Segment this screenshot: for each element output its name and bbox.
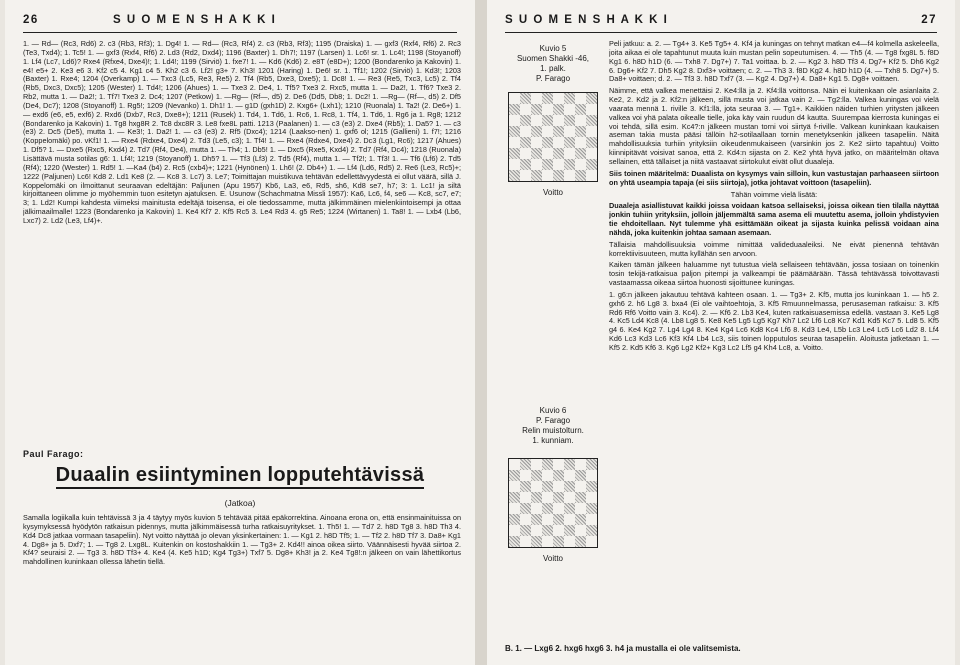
page-number: 27 <box>921 14 937 26</box>
paragraph: 1. g6:n jälkeen jakautuu tehtävä kahteen osaan. 1. — Tg3+ 2. Kf5, mutta jos kuninkaan 1. — h5 2. gxh6 2. h6 Lg8 3. bxa4 (Ei ole vaihtoehtoja, 3. Kf5 Rmuunnelmassa, perusaseman ratkaisu: 3. Kf5 Rd6 Rf6 Voitto vain 3. Kc4). 2. — Kf6 2. Lb3 Ke4, kuten ratkaisuasemissa edellä. vastaan 3. Ke5 Lg8 4. Kc5 Ld4 Kc8 (4. Lb8 Lg8 5. Ke8 Ke5 Lg5 Lg5 Kg7 Kh7 Lc2 Lf6 Lc8 Kc7 Kd1 Kd5 Kc7 5. Ld8 5. Kf5 g4 6. Ke4 Kg2 7. Lg4 Lg4 8. Ke4 Kg4 Lc6 Kd8 Kc4 Lf6 8. Kd3 Le4, L5b Lc3 Le4 Lc5 Lc6 Ld2 8. Lf4 Kd6 Lc3 Kd3 Lc6 Kf3 Kf4 Lb4 Lc3, siis toinen lopputulos seuraa tasapeliin. Aloitusta jatketaan 1. — Kf5 2. Kd5 Kf6 3. Kg6 Lg2 Kf2+ Kg3 Lc2 Lf5 g4 Kh4 Lc8, a. Voitto. <box>609 289 939 352</box>
board-square <box>509 481 520 492</box>
left-page <box>5 0 475 665</box>
board-square <box>542 514 553 525</box>
paragraph: Peli jatkuu: a. 2. — Tg4+ 3. Ke5 Tg5+ 4. Kf4 ja kuningas on tehnyt matkan e4—f4 kolmella askeleella, joita aikaa ei ole tapahtunut muuta kuin mustan pelin sopeutumisen. 4. — Th5 (4. — Tg8 fxg8L 5. f8D Kg1 6. h8D h1D (6. — Txh8 7. Dg7+) 7. Ta1 voittaa. b. 2. — Kg2 3. h8D Tf3 4. Dg7+ Kf2 5. Dh6 Kg2 6. Dg6+ Kf2 7. Dh5 Kg2 8. Dxf3+ voittaen; c. 2. — Th3 3. f8D Kg2 4. h8D h1D (4. — Txh8 5. Dg7+) 5. Da8+ voittaen; d. 2. — Tf3 3. h8D Txf7 (3. — Kg2 4. Dg7+) 4. Da8+ Kg1 5. Dg8+ voittaen. <box>609 40 939 84</box>
board-square <box>542 536 553 547</box>
board-square <box>542 170 553 181</box>
paragraph: Kaiken tämän jälkeen haluamme nyt tutustua vielä sellaiseen tehtävään, jossa tosiaan on toinenkin tosin tekijä-ratkaisua paljon pitempi ja valkeampi tie päämäärään. Tässä tehtävässä toivottavasti vastaamassa oikeaa siirtoa huonosti sijoittunee kuningas. <box>609 260 939 288</box>
figure-6-result: Voitto <box>542 554 563 563</box>
board-square <box>564 126 575 137</box>
board-square <box>553 536 564 547</box>
board-square <box>586 459 597 470</box>
board-square <box>542 148 553 159</box>
board-square <box>575 137 586 148</box>
solution-footnote: B. 1. — Lxg6 2. hxg6 hxg6 3. h4 ja mustalla ei ole valitsemista. <box>505 644 741 653</box>
board-square <box>553 137 564 148</box>
board-square <box>575 93 586 104</box>
board-square <box>553 159 564 170</box>
board-square <box>564 170 575 181</box>
board-square <box>586 115 597 126</box>
board-square <box>542 104 553 115</box>
board-square <box>531 503 542 514</box>
board-square <box>586 93 597 104</box>
board-square <box>509 514 520 525</box>
board-square <box>575 170 586 181</box>
board-square <box>520 514 531 525</box>
board-square <box>564 93 575 104</box>
board-square <box>520 492 531 503</box>
board-square <box>520 148 531 159</box>
board-square <box>509 148 520 159</box>
board-square <box>553 514 564 525</box>
board-square <box>520 137 531 148</box>
board-square <box>553 104 564 115</box>
board-square <box>575 525 586 536</box>
article-title-text: Duaalin esiintyminen lopputehtävissä <box>56 464 425 489</box>
board-square <box>531 126 542 137</box>
board-square <box>564 459 575 470</box>
board-square <box>531 470 542 481</box>
board-square <box>564 104 575 115</box>
board-square <box>542 159 553 170</box>
board-square <box>509 137 520 148</box>
article-body <box>23 514 461 662</box>
board-square <box>531 115 542 126</box>
article-author: Paul Farago: <box>23 449 84 459</box>
paragraph: Tällaisia mahdollisuuksia voimme nimittää valideduaaleiksi. Ne eivät pienennä tehtävän korrektiivisuuteen, mutta kyllähän sen arvoon. <box>609 239 939 258</box>
board-square <box>564 503 575 514</box>
board-square <box>531 492 542 503</box>
board-square <box>509 115 520 126</box>
board-square <box>531 148 542 159</box>
board-square <box>553 126 564 137</box>
figure-5-line: P. Farago <box>535 74 571 83</box>
paragraph: Näimme, että valkea menettäisi 2. Ke4:llä ja 2. Kf4:llä voittonsa. Näin ei kuitenkaan ole asianlaita 2. Ke2, 2. Kd2 ja 2. Kf2:n jälkeen, sillä musta voi jatkaa vain 2. — Tg2:lla. Valkea kuningas voi vielä vaarata mennä 1. riville 3. Kf1:llä, jota seuraa 3. — Tg1+. Kaikkien näiden turhien yritysten jälkeen valkea voi yhä palata oikealle tielle, joka käy vain ruudun d4 kautta. Suurempaa kierrosta kuningas ei voi tehdä, sillä esim. Kc4?:n jälkeen mustan torni voi siirtyä f-riville. Valkean kuninkaan kaukaisen aseman takia musta pääsi tällöin h2-sotilaallaan tornin menetyksenkin jälkeen tasapeliin. Näitä mahdollisuuksia turhiin yrityksiin oikeudenmukaiseen (varsinkin jos 2. Ke2 siirto tapahtuu) Voitto kiinnipitävät voisivat sanoa, että 2. Kd4:n sijasta on 2. Ke2 yhtä hyvä jatko, on määritelmän oltava sellainen, että tällaiset ja niitä vastaavat siirtokulut eivät ollut duaaleja. <box>609 86 939 166</box>
board-square <box>509 170 520 181</box>
solutions-column <box>23 40 461 440</box>
figure-5-result: Voitto <box>542 188 563 197</box>
board-square <box>520 525 531 536</box>
board-square <box>509 159 520 170</box>
board-square <box>586 503 597 514</box>
board-square <box>575 459 586 470</box>
figure-6-line: Kuvio 6 <box>539 406 567 415</box>
board-square <box>575 470 586 481</box>
board-square <box>520 481 531 492</box>
board-square <box>553 525 564 536</box>
board-square <box>531 525 542 536</box>
board-square <box>564 481 575 492</box>
board-square <box>564 536 575 547</box>
board-square <box>553 170 564 181</box>
figure-6-line: P. Farago <box>535 416 571 425</box>
board-square <box>553 93 564 104</box>
board-square <box>542 115 553 126</box>
board-square <box>520 126 531 137</box>
board-square <box>509 536 520 547</box>
journal-title: S U O M E N S H A K K I <box>113 14 277 26</box>
board-square <box>531 104 542 115</box>
figure-6-line: 1. kunniam. <box>532 436 574 445</box>
board-square <box>575 492 586 503</box>
board-square <box>509 492 520 503</box>
board-square <box>586 514 597 525</box>
figure-5-line: 1. palk. <box>540 64 566 73</box>
board-square <box>553 148 564 159</box>
board-square <box>509 503 520 514</box>
board-square <box>509 126 520 137</box>
board-square <box>520 503 531 514</box>
board-square <box>509 470 520 481</box>
board-square <box>575 481 586 492</box>
right-column <box>609 40 939 638</box>
board-square <box>575 514 586 525</box>
board-square <box>586 492 597 503</box>
figure-5-line: Kuvio 5 <box>539 44 567 53</box>
board-square <box>586 148 597 159</box>
board-square <box>531 536 542 547</box>
board-square <box>564 137 575 148</box>
board-square <box>542 93 553 104</box>
board-square <box>542 481 553 492</box>
board-square <box>586 104 597 115</box>
board-square <box>542 459 553 470</box>
board-square <box>564 148 575 159</box>
board-square <box>586 159 597 170</box>
board-square <box>575 536 586 547</box>
board-square <box>586 126 597 137</box>
definition-paragraph: Duaaleja asiallistuvat kaikki joissa voidaan katsoa sellaiseksi, joissa oikean tien tilalla näyttää jonkin tuhiin yrityksiin, jolloin jäljemmältä sama asema eli muutettu asema, jolloin yhdistyvien tie ehdoitellaan. Nyt tulemme yhä esittämään oikeat ja sijasta kuinka pelissä voidaan aina nähdä, joka kuitenkin johtaa samaan asemaan. <box>609 201 939 237</box>
board-square <box>542 492 553 503</box>
board-square <box>520 470 531 481</box>
board-square <box>553 492 564 503</box>
board-square <box>542 525 553 536</box>
chess-board <box>508 92 598 182</box>
book-gutter <box>475 0 487 665</box>
board-square <box>520 159 531 170</box>
definition-paragraph: Siis toinen määritelmä: Duaalista on kysymys vain silloin, kun vastustajan parhaaseen siirtoon on yhtä useampia tapaja (ei siis siirtoja), jotka johtavat voittoon (tasapeliin). <box>609 168 939 187</box>
journal-title: S U O M E N S H A K K I <box>505 14 669 26</box>
board-square <box>520 459 531 470</box>
board-square <box>553 459 564 470</box>
article-title <box>5 464 475 486</box>
board-square <box>586 481 597 492</box>
running-head-left <box>23 14 457 33</box>
board-square <box>586 470 597 481</box>
board-square <box>586 536 597 547</box>
paragraph: Tähän voimme vielä lisätä: <box>730 189 818 199</box>
board-square <box>564 470 575 481</box>
board-square <box>531 481 542 492</box>
board-square <box>553 470 564 481</box>
board-square <box>520 104 531 115</box>
board-square <box>553 503 564 514</box>
board-square <box>586 525 597 536</box>
board-square <box>542 470 553 481</box>
board-square <box>509 459 520 470</box>
board-square <box>509 104 520 115</box>
page-number: 26 <box>23 14 39 26</box>
board-square <box>564 514 575 525</box>
board-square <box>520 536 531 547</box>
board-square <box>553 481 564 492</box>
board-square <box>564 115 575 126</box>
right-page <box>487 0 955 665</box>
figure-5-line: Suomen Shakki -46, <box>516 54 590 63</box>
board-square <box>520 170 531 181</box>
figure-6-diagram <box>505 458 601 563</box>
board-square <box>531 137 542 148</box>
board-square <box>575 104 586 115</box>
board-square <box>531 170 542 181</box>
solutions-text: 1. — Rd— (Rc3, Rd6) 2. c3 (Rb3, Rf3); 1. Dg4! 1. — Rd— (Rc3, Rf4) 2. c3 (Rb3, Rf3); 1195 (Draiska) 1. — gxf3 (Rxf4, Rf6) 2. Rc3 (Te3, Txd4); 1. Tc5! 1. — gxf3 (Rxf4, Rf6) 2. Ld3 (Rd2, Dxd4); 1196 (Baxter) 1. Dh7!; 1197 (Larsen) 1. Lc6! sr. 1. Lc4!; 1198 (Stoyanoff) 1. Lf4 (Lc7, Ld6)? Rxe4 (Rfxe4, Dxe4)!; 1. Ld4!; 1199 (Sirviö) 1. fxe7! 1. — Kd6 (Kd6) 2. e8T (e8D+); 1200 (Bondarenko ja Kakovin) 1. e4! e5+ 2. Ke3 e6 3. Kf2 c5 4. Kg1 c4 5. Kh2 c3 6. Lf2! g3+ 7. Kh3! 1201 (Haring) 1. De6! sr. 1. Tf1!; 1202 (Sirviö) 1. Kd3!; 1203 (Baxter) 1. Rxe4; 1204 (Overkamp) 1. — Txc3 (Lc5, Re3, Re5) 2. Tf4 (Rb5, Dxe3, Dxe5); 1. Dc8! 1. — Re3 (Re5, Txc3, Lc5) 2. Tf4 (Rb5, Dxc3, Dxc5); 1205 (Wester) 1. Td4!; 1206 (Ahues) 1. — Txe3 2. De4, 1. Tf5? Txe3 2. Rxc5, mutta 1. — Da2!, 1. Tf6? Txe3 2. Rb2, mutta 1. — Da2!; 1. Tf7! Txe3 2. Dc4; 1207 (Petkow) 1. —Rg— (Rf—, d5) 2. De6 (Dd5, Db8; 1. Dc2! 1. —Rg— (Rf—, d5) 2. Df5 (De4, Dc7); 1208 (Stoyanoff) 1. Rg5!; 1209 (Nevanko) 1. Dh1! 1. — g1D (gxh1D) 2. Kxg6+ (Lxh1); 1210 (Ruonala) 1. Ta2! (2. De6+) 1. — exd6 (e6, e5, exf6) 2. Rxd6 (Dxb7, Rc3, Dxe8+); 1211 (Rusek) 1. Td4, 1. Td6, 1. Rc6, 1. Rc8, 1. Tf4, 1. Td6, 1. Rg6 ja 1. Rg8; 1212 (Bondarenko ja Kakovin) 1. Tg8 hxg8R 2. Tc8 dxc8R 3. Le8 fxe8L patti. 1213 (Paalanen) 1. — c3 (e3) 2. Dxe4 (Rb5); 1. Da5? 1. — c3 (e3) 2. Dc5 (De5), mutta 1. — Ke3!; 1. Da2! 1. — c3 (e3) 2. Rf5 (Dxc4); 1214 (Laakso-nen) 1. gxf6 ol; 1215 (Gallieni) 1. f7!; 1216 (Koppelomäki) po. vKf1! 1. — Rxe4 (Rdxe4, Dxe4) 2. Td3 (Le5, c3); 1. Tf4! 1. — Rxe4 (Rdxe4, Dxe4) 2. Dc3 (Lg1, Rc6); 1217 (Ahues) 1. Df5? 1. — Dxe5 (Rxc5, Kxd4) 2. Td7 (Rf4, De4), mutta 1. — Th4; 1. Db5! 1. — Dxc5 (Rxe5, Kxd4) 2. Td7 (Rf4, Dc4); 1218 (Ruonala) Lisättävä musta sotilas g6: 1. Lf4!; 1219 (Stoyanoff) 1. Dh5? 1. — Tf3 (Lf3) 2. Td5 (Rf4), mutta 1. — Tf2!; 1. Tf3! 1. — Tf6 (Lf6) 2. Td5 (Rf4); 1220 (Wester) 1. Rd5! 1. —Ka4 (b4) 2. Rc5 (cxb4)+; 1221 (Hynönen) 1. Lh6! (2. Db4+) 1. — Lf4 (Ld6, Rd5) 2. Re6 (Le3, Rc5)+; 1222 (Paljunen) Lc6! Kd8 2. Ld1 Ke8 (2. — Kc8 3. Lc7) 3. Le7; Toimittajan muistikuva tehtävän edellettävyydestä ei ollut väärä, sillä J. Koppelomäki on ilmoittanut seuraavan edeltäjän: Paljunen (Apu 1957) Kb6, La3, e6, Rd5, sh6, Kd8 se7, h7; 3: 1. Lc1! ja siltä kirjoittaneen olimme jo myöhemmin tuon esitetyn ajatuksen. E. Usunow (Schachmatna Missli 1957): Ka6, Lc6, f4, se6 — Kc8, sc7, e7; 3; 1. Ld2! Kumpi kahdesta viimeksi mainitusta edeltäjä toisensa, ei ole tiedossamme, mutta jälkimmäinen mielenkiintoisempi ja ottaa jälkimaailmalle! 1223 (Bondarenko ja Kakovin) 1. Ke4 Kf7 2. Kf5 Rc5 3. Le4 Rd3 4. g5 Re5; 1224 (Wirtanen) 1. Ta8! 1. — Lxb4 (Lb6, Lxc7) 2. Ld2 (Le3, Lf4)+. <box>23 40 461 225</box>
board-square <box>586 137 597 148</box>
board-square <box>586 170 597 181</box>
board-square <box>542 137 553 148</box>
board-square <box>575 126 586 137</box>
board-square <box>564 159 575 170</box>
board-square <box>564 492 575 503</box>
figure-6-caption <box>505 406 601 446</box>
board-square <box>575 159 586 170</box>
board-square <box>520 115 531 126</box>
board-square <box>553 115 564 126</box>
chess-board <box>508 458 598 548</box>
board-square <box>531 459 542 470</box>
board-square <box>542 126 553 137</box>
figure-5-diagram <box>505 92 601 197</box>
board-square <box>575 148 586 159</box>
board-square <box>509 525 520 536</box>
board-square <box>520 93 531 104</box>
article-subtitle: (Jatkoa) <box>224 498 256 508</box>
running-head-right <box>505 14 937 33</box>
article-paragraph: Samalla logiikalla kuin tehtävissä 3 ja 4 täytyy myös kuvion 5 tehtävää pitää epäkorrektina. Ainoana erona on, että ensinmainituissa on kysymyksessä hyödytön ratkaisun pidennys, mutta jälkimmäisessä turha ratkaisuyritykset. 1. Th5! 1. — Td7 2. h8D Tg8 3. h8D Th3 4. Kd4 Dc8 jatkaa vormaan tasapeliin). Nyt voitto näyttää jo olevan yksinkertainen: 1. — Kg1 2. h8D Tf5; 1. — Tf2 2. h8D Tf7 3. Da8+ Kg1 4. Dg8+ ja 5. Dxf7; 1. — Tg8 2. Lxg8L. Kuitenkin on kostoshakkiin 1. — Tg3+ 2. Kd4!! ainoa oikea siirto. Väännäisesti hyvää siirtoa 2. Kf4? seuraisi 2. — Tg3 3. h8D Tf3+ 4. Ke4 (4. Ke5 h1D; Kg4 Tg3+) Txf7 5. Dg8+ Kh3! ja 2. Ke4 Tg8!:n jälkeen on vain lähettikortus mahdollinen kuninkaan ollessa lähetin tiellä. <box>23 514 461 567</box>
figure-5-caption <box>505 44 601 84</box>
board-square <box>509 93 520 104</box>
board-square <box>531 159 542 170</box>
board-square <box>542 503 553 514</box>
figure-6-line: Relin muistolturn. <box>522 426 584 435</box>
board-square <box>531 93 542 104</box>
board-square <box>531 514 542 525</box>
board-square <box>575 503 586 514</box>
board-square <box>564 525 575 536</box>
board-square <box>575 115 586 126</box>
